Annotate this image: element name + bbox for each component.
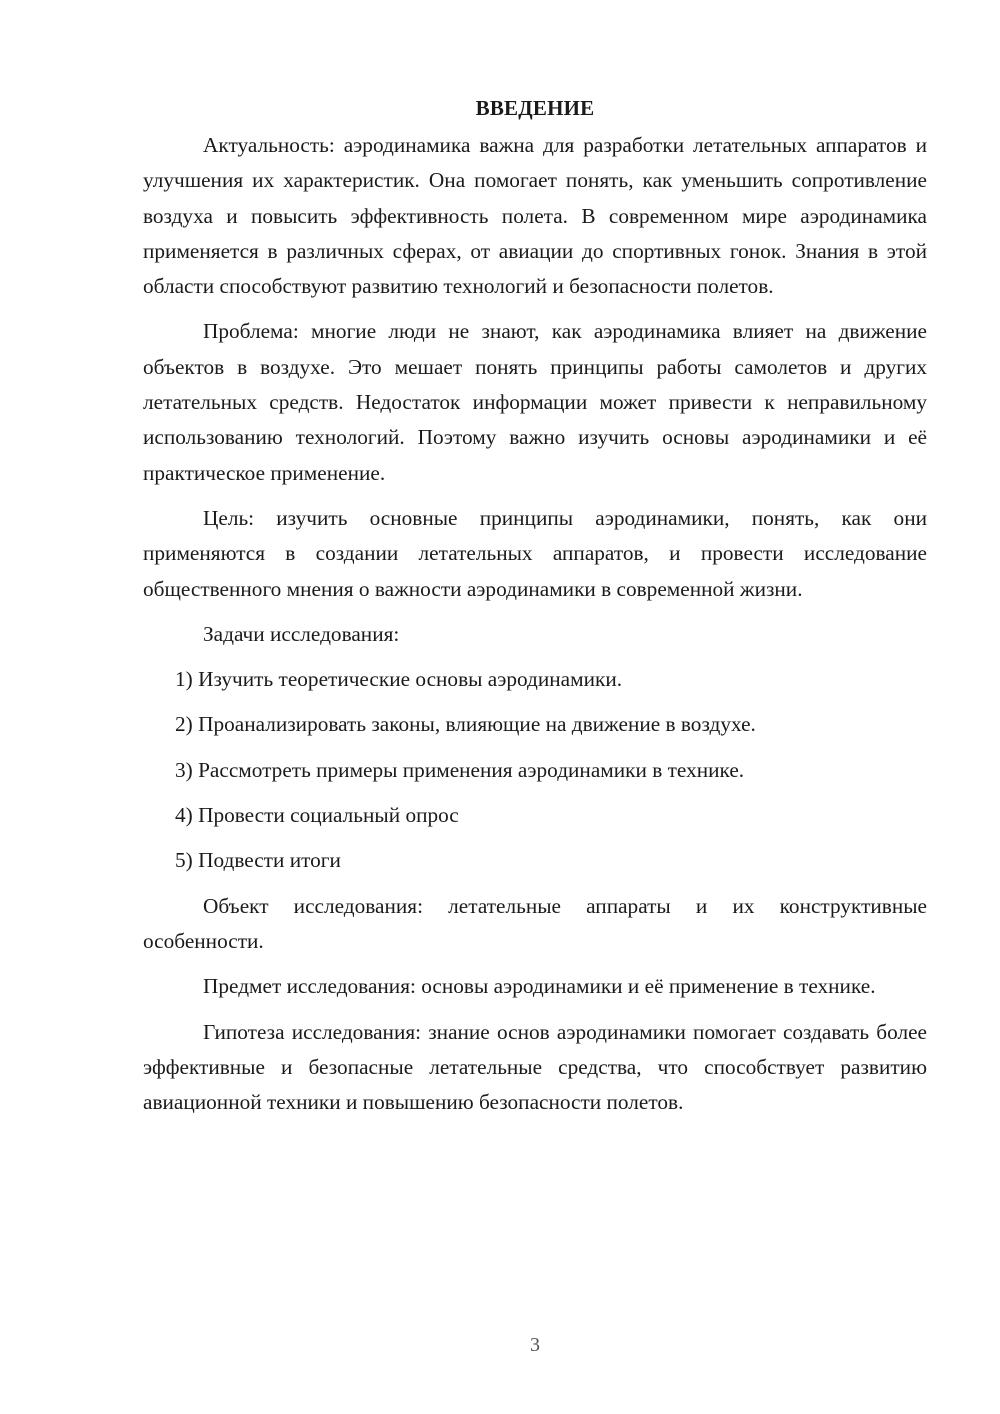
- tasks-label: Задачи исследования:: [203, 621, 400, 646]
- page-number: 3: [530, 1334, 540, 1356]
- document-page: [143, 90, 927, 1130]
- list-item: 2) Проанализировать законы, влияющие на движение в воздухе.: [175, 712, 756, 737]
- goal-paragraph: Цель: изучить основные принципы аэродинамики, понять, как они применяются в создании летательных аппаратов, и провести исследование общественного мнения о важности аэродинамики в современной жизни.: [143, 505, 927, 601]
- object-paragraph: Объект исследования: летательные аппараты и их конструктивные особенности.: [143, 893, 927, 953]
- list-item: 5) Подвести итоги: [175, 848, 341, 873]
- list-item: 1) Изучить теоретические основы аэродинамики.: [175, 667, 623, 692]
- tasks-list: [143, 662, 927, 878]
- subject-paragraph: Предмет исследования: основы аэродинамики и её применение в технике.: [203, 974, 876, 999]
- relevance-paragraph: Актуальность: аэродинамика важна для разработки летательных аппаратов и улучшения их характеристик. Она помогает понять, как уменьшить сопротивление воздуха и повысить эффективность полета. В современном мире аэродинамика применяется в различных сферах, от авиации до спортивных гонок. Знания в этой области способствуют развитию технологий и безопасности полетов.: [143, 133, 927, 299]
- list-item: 4) Провести социальный опрос: [175, 803, 459, 828]
- problem-paragraph: Проблема: многие люди не знают, как аэродинамика влияет на движение объектов в воздухе. Это мешает понять принципы работы самолетов и других летательных средств. Недостаток информации может привести к неправильному использованию технологий. Поэтому важно изучить основы аэродинамики и её практическое применение.: [143, 319, 927, 485]
- hypothesis-paragraph: Гипотеза исследования: знание основ аэродинамики помогает создавать более эффективные и безопасные летательные средства, что способствует развитию авиационной техники и повышению безопасности полетов.: [143, 1019, 927, 1115]
- document-title: ВВЕДЕНИЕ: [475, 96, 595, 120]
- list-item: 3) Рассмотреть примеры применения аэродинамики в технике.: [175, 757, 745, 782]
